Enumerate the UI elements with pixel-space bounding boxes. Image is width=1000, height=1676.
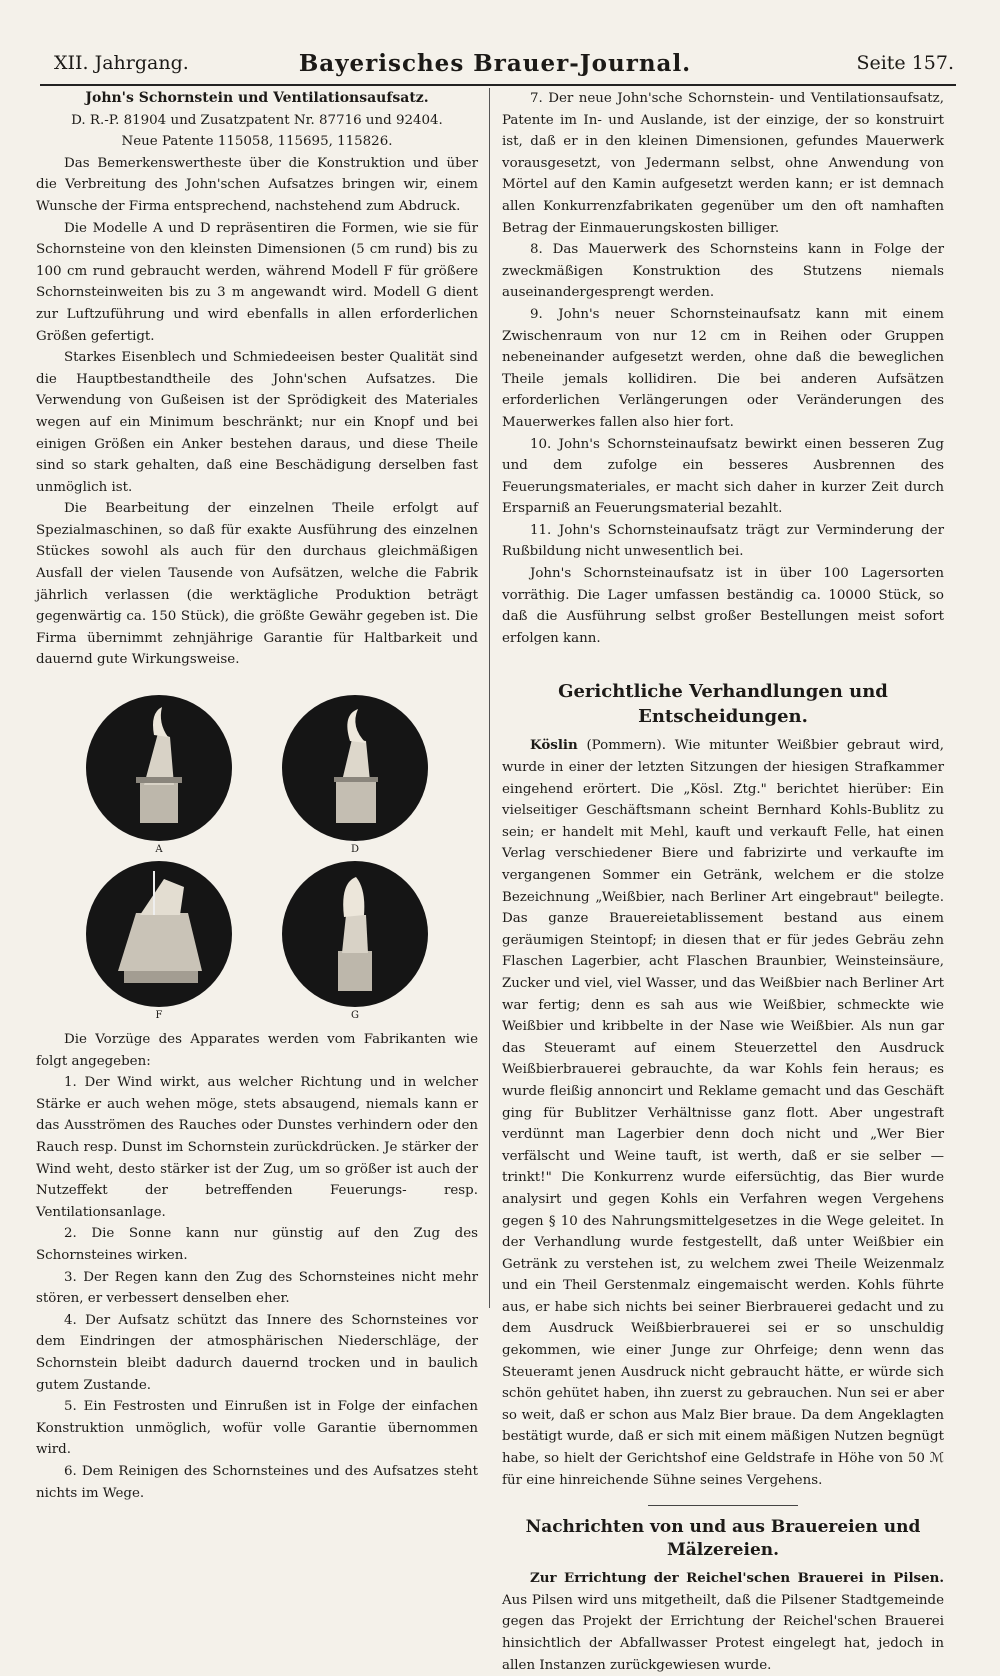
list-item: 9. John's neuer Schornsteinaufsatz kann mit einem Zwischenraum von nur 12 cm in Reihen oder Gruppen nebeneinander aufgesetzt werden, ohne daß die beweglichen Theile jemals kollidiren. Die bei anderen Aufsätzen erforderlichen Verlängerungen oder Veränderungen des Mauerwerkes fallen also hier fort.: [502, 306, 944, 430]
section-separator: [648, 1505, 798, 1506]
paragraph: Starkes Eisenblech und Schmiedeeisen bester Qualität sind die Hauptbestandtheile des John'schen Aufsatzes. Die Verwendung von Gußeisen ist der Sprödigkeit des Materiales wegen auf ein Minimum beschränkt; nur ein Knopf und bei einigen Größen ein Anker bestehen daraus, und diese Theile sind so stark gehalten, daß eine Beschädigung derselben fast unmöglich ist.: [36, 350, 478, 495]
header-rule: [40, 84, 956, 86]
paragraph: Die Modelle A und D repräsentiren die Formen, wie sie für Schornsteine von den kleinsten Dimensionen (5 cm rund) bis zu 100 cm rund gebraucht werden, während Modell F für größere Schornsteinweiten bis zu 3 m angewandt wird. Modell G dient zur Luftzuführung und wird ebenfalls in allen erforderlichen Größen gefertigt.: [36, 220, 478, 344]
list-item: 8. Das Mauerwerk des Schornsteins kann in Folge der zweckmäßigen Konstruktion des Stutzens niemals auseinandergesprengt werden.: [502, 242, 944, 301]
figure-model-f: [66, 859, 252, 1023]
figure-label: G: [351, 1010, 359, 1022]
figure-model-d: [262, 693, 448, 857]
list-item: 3. Der Regen kann den Zug des Schornsteines nicht mehr stören, er verbessert denselben eher.: [36, 1269, 478, 1307]
news-item-koeslin: [502, 735, 944, 1491]
paragraph: Die Bearbeitung der einzelnen Theile erfolgt auf Spezialmaschinen, so daß für exakte Ausführung des einzelnen Stückes sowohl als auch für den durchaus gleichmäßigen Ausfall der vielen Tausende von Aufsätzen, welche die Fabrik jährlich verlassen (die werktägliche Produktion beträgt gegenwärtig ca. 150 Stück), die größte Gewähr gegeben ist. Die Firma übernimmt zehnjährige Garantie für Haltbarkeit und dauernd gute Wirkungsweise.: [36, 501, 478, 668]
paragraph: John's Schornsteinaufsatz ist in über 100 Lagersorten vorräthig. Die Lager umfassen beständig ca. 10000 Stück, so daß die Ausführung selbst großer Bestellungen meist sofort erfolgen kann.: [502, 566, 944, 646]
list-item: 2. Die Sonne kann nur günstig auf den Zug des Schornsteines wirken.: [36, 1226, 478, 1263]
figure-grid: [66, 693, 448, 1023]
list-item: 10. John's Schornsteinaufsatz bewirkt einen besseren Zug und dem zufolge ein besseres Ausbrennen des Feuerungsmateriales, er macht sich daher in kurzer Zeit durch Ersparniß an Feuerungsmaterial bezahlt.: [502, 436, 944, 517]
chimney-cowl-illustration: [280, 859, 430, 1009]
page-number: Seite 157.: [856, 52, 954, 74]
news-text: Aus Pilsen wird uns mitgetheilt, daß die Pilsener Stadtgemeinde gegen das Projekt der Errichtung der Reichel'schen Brauerei hinsichtlich der Abfallwasser Protest eingelegt hat, jedoch in allen Instanzen zurückgewiesen wurde.: [502, 1592, 944, 1673]
list-item: 4. Der Aufsatz schützt das Innere des Schornsteines vor dem Eindringen der atmosphärischen Niederschläge, der Schornstein bleibt dadurch dauernd trocken und in baulich gutem Zustande.: [36, 1312, 478, 1393]
journal-title: Bayerisches Brauer-Journal.: [298, 50, 692, 77]
place-name: Köslin: [530, 737, 578, 754]
list-item: 6. Dem Reinigen des Schornsteines und des Aufsatzes steht nichts im Wege.: [36, 1463, 478, 1501]
news-text: (Pommern). Wie mitunter Weißbier gebraut wird, wurde in einer der letzten Sitzungen der hiesigen Strafkammer eingehend erörtert. Die „Kösl. Ztg." berichtet hierüber: Ein vielseitiger Geschäftsmann scheint Bernhard Kohls-Bublitz zu sein; er handelt mit Mehl, kauft und verkauft Felle, hat einen Verlag verschiedener Biere und fabrizirte und verkaufte im vergangenen Sommer ein Getränk, welchem er die stolze Bezeichnung „Weißbier, nach Berliner Art eingebraut" beilegte. Das ganze Brauereietablissement bestand aus einem geräumigen Steintopf; in diesen that er für jedes Gebräu zehn Flaschen Lagerbier, acht Flaschen Braunbier, Weinsteinsäure, Zucker und viel, viel Wasser, und das Weißbier nach Berliner Art war fertig; denn es sah aus wie Weißbier, schmeckte wie Weißbier und kribbelte in der Nase wie Weißbier. Als nun gar das Steueramt auf einem Steuerzettel den Ausdruck Weißbierbrauerei gebrauchte, da war Kohls fein heraus; es wurde fleißig annoncirt und Reklame gemacht und das Geschäft ging für Bublitzer Verhältnisse ganz flott. Aber ungestraft verdünnt man Lagerbier denn doch nicht und „Wer Bier verfälscht und Weine tauft, ist werth, daß er sie selber — trinkt!" Die Konkurrenz wurde eifersüchtig, das Bier wurde analysirt und gegen Kohls ein Verfahren wegen Vergehens gegen § 10 des Nahrungsmittelgesetzes in die Wege geleitet. In der Verhandlung wurde festgestellt, daß unter Weißbier ein Getränk zu verstehen ist, zu welchem zwei Theile Weizenmalz und ein Theil Gerstenmalz eingemaischt werden. Kohls führte aus, er habe sich nichts bei seiner Bierbrauerei gedacht und zu dem Ausdruck Weißbierbrauerei sei er so unschuldig gekommen, wie einer Junge zur Ohrfeige; denn wenn das Steueramt jenen Ausdruck nicht gebraucht hätte, er würde sich schön gehütet haben, ihn zuerst zu gebrauchen. Nun sei er aber so weit, daß er schon aus Malz Bier braue. Da dem Angeklagten bestätigt wurde, daß er sich mit einem mäßigen Nutzen begnügt habe, so hielt der Gerichtshof eine Geldstrafe in Höhe von 50 ℳ für eine hinreichende Sühne seines Vergehens.: [502, 738, 944, 1488]
section-heading: Nachrichten von und aus Brauereien und Mälzereien.: [525, 1517, 921, 1561]
news-item-pilsen: [502, 1568, 944, 1676]
figure-label: A: [155, 844, 163, 856]
list-item: 11. John's Schornsteinaufsatz trägt zur Verminderung der Rußbildung nicht unwesentlich bei.: [502, 522, 944, 560]
patent-line-1: D. R.-P. 81904 und Zusatzpatent Nr. 87716 und 92404.: [71, 112, 443, 128]
chimney-cowl-illustration: [84, 693, 234, 843]
right-column: [502, 88, 944, 1676]
figure-label: F: [155, 1010, 163, 1022]
chimney-cowl-illustration: [280, 693, 430, 843]
figure-label: D: [350, 844, 360, 856]
figure-model-g: [262, 859, 448, 1023]
list-item: 5. Ein Festrosten und Einrußen ist in Folge der einfachen Konstruktion unmöglich, wofür volle Garantie übernommen wird.: [36, 1399, 478, 1458]
column-divider: [489, 88, 490, 1308]
patent-line-2: Neue Patente 115058, 115695, 115826.: [121, 134, 393, 150]
figure-model-a: [66, 693, 252, 857]
article-title: John's Schornstein und Ventilationsaufsatz.: [85, 90, 429, 106]
chimney-cowl-illustration: [84, 859, 234, 1009]
news-headline: Zur Errichtung der Reichel'schen Brauerei in Pilsen.: [530, 1570, 944, 1587]
page-header: [36, 48, 954, 82]
paragraph: Das Bemerkenswertheste über die Konstruktion und über die Verbreitung des John'schen Aufsatzes bringen wir, einem Wunsche der Firma entsprechend, nachstehend zum Abdruck.: [36, 155, 478, 214]
volume-label: XII. Jahrgang.: [54, 52, 189, 74]
section-heading: Gerichtliche Verhandlungen und Entscheidungen.: [558, 681, 888, 728]
left-column: [36, 88, 478, 1504]
list-item: 7. Der neue John'sche Schornstein- und Ventilationsaufsatz, Patente im In- und Auslande, ist der einzige, der so konstruirt ist, daß er in den kleinen Dimensionen, gefundes Mauerwerk vorausgesetzt, von Jedermann selbst, ohne Anwendung von Mörtel auf den Kamin aufgesetzt werden kann; er ist demnach allen Konkurrenzfabrikaten gegenüber um den oft namhaften Betrag der Einmauerungskosten billiger.: [502, 91, 944, 236]
paragraph: Die Vorzüge des Apparates werden vom Fabrikanten wie folgt angegeben:: [36, 1032, 478, 1069]
list-item: 1. Der Wind wirkt, aus welcher Richtung und in welcher Stärke er auch wehen möge, stets absaugend, niemals kann er das Ausströmen des Rauches oder Dunstes verhindern oder den Rauch resp. Dunst im Schornstein zurückdrücken. Je stärker der Wind weht, desto stärker ist der Zug, um so größer ist auch der Nutzeffekt der betreffenden Feuerungs- resp. Ventilationsanlage.: [36, 1075, 478, 1220]
